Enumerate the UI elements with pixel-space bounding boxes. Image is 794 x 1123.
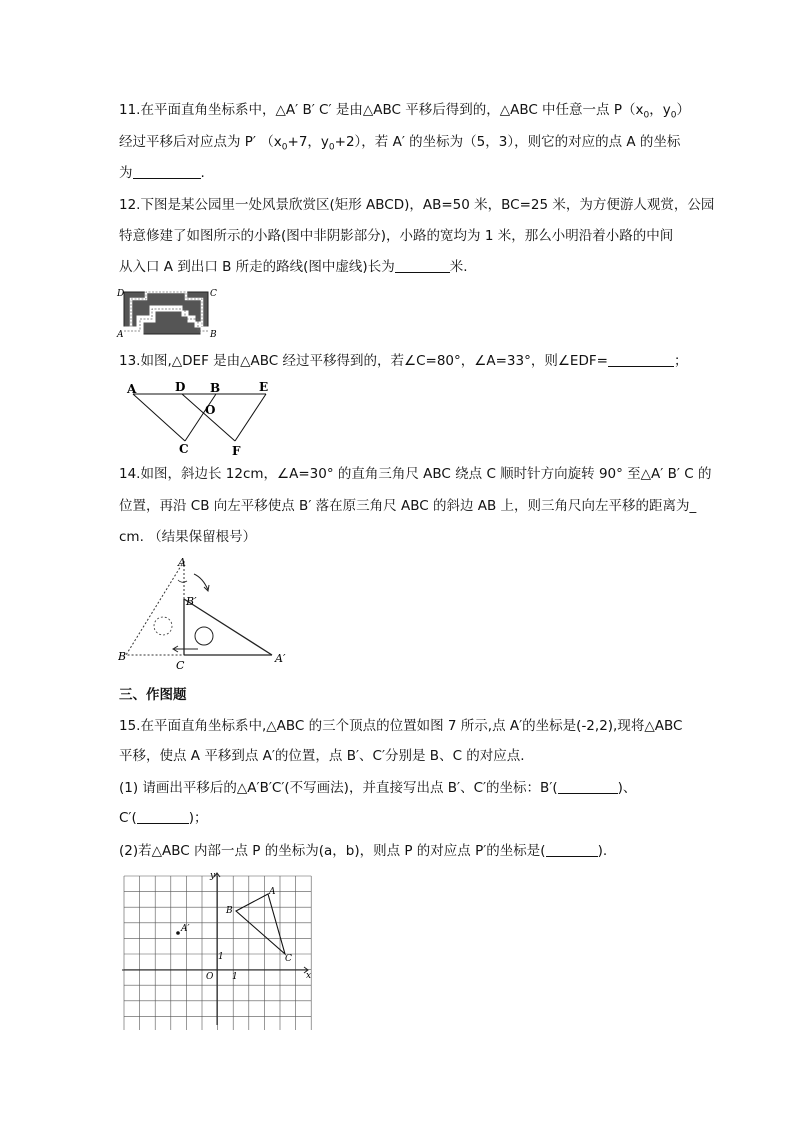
- q15-label-y: y: [210, 871, 216, 881]
- q11-text-1c: ）: [676, 102, 690, 118]
- q15-label-O: O: [206, 972, 214, 982]
- q14-line-2: 位置，再沿 CB 向左平移使点 B′ 落在原三角尺 ABC 的斜边 AB 上，则三角尺向左平移的距离为_: [119, 498, 697, 514]
- q11-sub: 0: [643, 110, 650, 121]
- q12-line-2: 特意修建了如图所示的小路(图中非阴影部分)，小路的宽均为 1 米，那么小明沿着小路的中间: [119, 228, 674, 244]
- q15-text-3b: )、: [617, 780, 637, 796]
- q13-label-A: A: [127, 382, 137, 396]
- q11-line-3: [119, 164, 205, 182]
- q13-text-1a: 13.如图,△DEF 是由△ABC 经过平移得到的，若∠C=80°，∠A=33°，则∠EDF=: [119, 353, 608, 369]
- q11-sub: 0: [328, 142, 335, 153]
- q14-triangle-figure: [118, 556, 290, 672]
- q14-label-C: C: [176, 659, 185, 672]
- section-title: 三、作图题: [119, 687, 187, 703]
- q12-label-A: A: [117, 330, 124, 339]
- q12-text-3a: 从入口 A 到出口 B 所走的路线(图中虚线)长为: [119, 259, 395, 275]
- q11-text-2b: +7，y: [287, 134, 329, 150]
- q11-sub: 0: [281, 142, 288, 153]
- q11-text-2a: 经过平移后对应点为 P′ （x: [119, 134, 282, 150]
- q12-label-D: D: [117, 289, 125, 299]
- q13-label-F: F: [232, 444, 241, 457]
- q15-coordinate-grid: [118, 870, 314, 1030]
- q15-label-A-prime: A′: [181, 924, 190, 934]
- q15-label-C: C: [285, 954, 292, 964]
- q15-point-A-prime: [176, 931, 180, 935]
- q11-text-2c: +2），若 A′ 的坐标为（5，3），则它的对应的点 A 的坐标: [334, 134, 681, 150]
- q13-label-C: C: [179, 442, 189, 456]
- q15-c-prime-blank[interactable]: [137, 809, 189, 824]
- q15-label-one-x: 1: [232, 972, 238, 982]
- q14-label-A-prime: A′: [275, 652, 286, 665]
- q14-label-B-prime: B′: [186, 595, 197, 608]
- q15-line-3: [119, 779, 636, 797]
- q12-park-figure: [116, 287, 218, 339]
- q15-text-5a: (2)若△ABC 内部一点 P 的坐标为(a，b)，则点 P 的对应点 P′的坐标是(: [119, 843, 546, 859]
- q15-b-prime-blank[interactable]: [558, 779, 618, 794]
- q11-line-1: [119, 101, 690, 125]
- q13-text-1b: ；: [673, 353, 688, 369]
- q15-label-A: A: [269, 887, 276, 897]
- q15-label-B: B: [226, 906, 233, 916]
- q11-answer-blank[interactable]: [133, 164, 201, 179]
- q15-text-4a: C′(: [119, 810, 137, 826]
- q12-text-3b: 米.: [449, 259, 468, 275]
- q12-label-C: C: [210, 289, 217, 299]
- q15-text-3a: (1) 请画出平移后的△A′B′C′(不写画法)，并直接写出点 B′、C′的坐标：B′(: [119, 780, 558, 796]
- q13-line-1: [119, 352, 687, 370]
- q11-text-3b: .: [200, 165, 205, 181]
- q14-line-3: cm. （结果保留根号）: [119, 529, 257, 545]
- q13-label-O: O: [205, 403, 216, 417]
- q14-line-1: 14.如图，斜边长 12cm，∠A=30° 的直角三角尺 ABC 绕点 C 顺时针方向旋转 90° 至△A′ B′ C 的: [119, 466, 712, 482]
- q11-sub: 0: [670, 110, 677, 121]
- q11-text-1b: ，y: [649, 102, 671, 118]
- q15-p-prime-blank[interactable]: [546, 842, 598, 857]
- q15-text-4b: )；: [188, 810, 208, 826]
- q12-answer-blank[interactable]: [395, 258, 450, 273]
- q15-label-one-y: 1: [218, 952, 224, 962]
- q13-label-D: D: [175, 380, 186, 394]
- q15-triangle-ABC: [236, 894, 285, 954]
- q13-answer-blank[interactable]: [608, 352, 674, 367]
- q14-label-B: B: [118, 650, 127, 663]
- q13-label-E: E: [259, 380, 269, 394]
- q11-text-1a: 11.在平面直角坐标系中，△A′ B′ C′ 是由△ABC 平移后得到的，△ABC 中任意一点 P（x: [119, 102, 644, 118]
- q15-text-5b: ).: [597, 843, 608, 859]
- q15-line-5: [119, 842, 607, 860]
- q15-line-2: 平移，使点 A 平移到点 A′的位置，点 B′、C′分别是 B、C 的对应点.: [119, 748, 525, 764]
- q15-label-x: x: [306, 971, 312, 981]
- q12-line-3: [119, 258, 468, 276]
- q11-text-3a: 为: [119, 165, 133, 181]
- q15-line-4: [119, 809, 208, 827]
- q14-label-A: A: [178, 556, 186, 569]
- q13-label-B: B: [210, 381, 221, 395]
- q12-line-1: 12.下图是某公园里一处风景欣赏区(矩形 ABCD)，AB=50 米，BC=25 米，为方便游人观赏，公园: [119, 197, 715, 213]
- q11-line-2: [119, 133, 680, 157]
- q12-label-B: B: [210, 330, 217, 339]
- q15-line-1: 15.在平面直角坐标系中,△ABC 的三个顶点的位置如图 7 所示,点 A′的坐标是(-2,2),现将△ABC: [119, 718, 683, 734]
- q13-translation-figure: [124, 377, 284, 457]
